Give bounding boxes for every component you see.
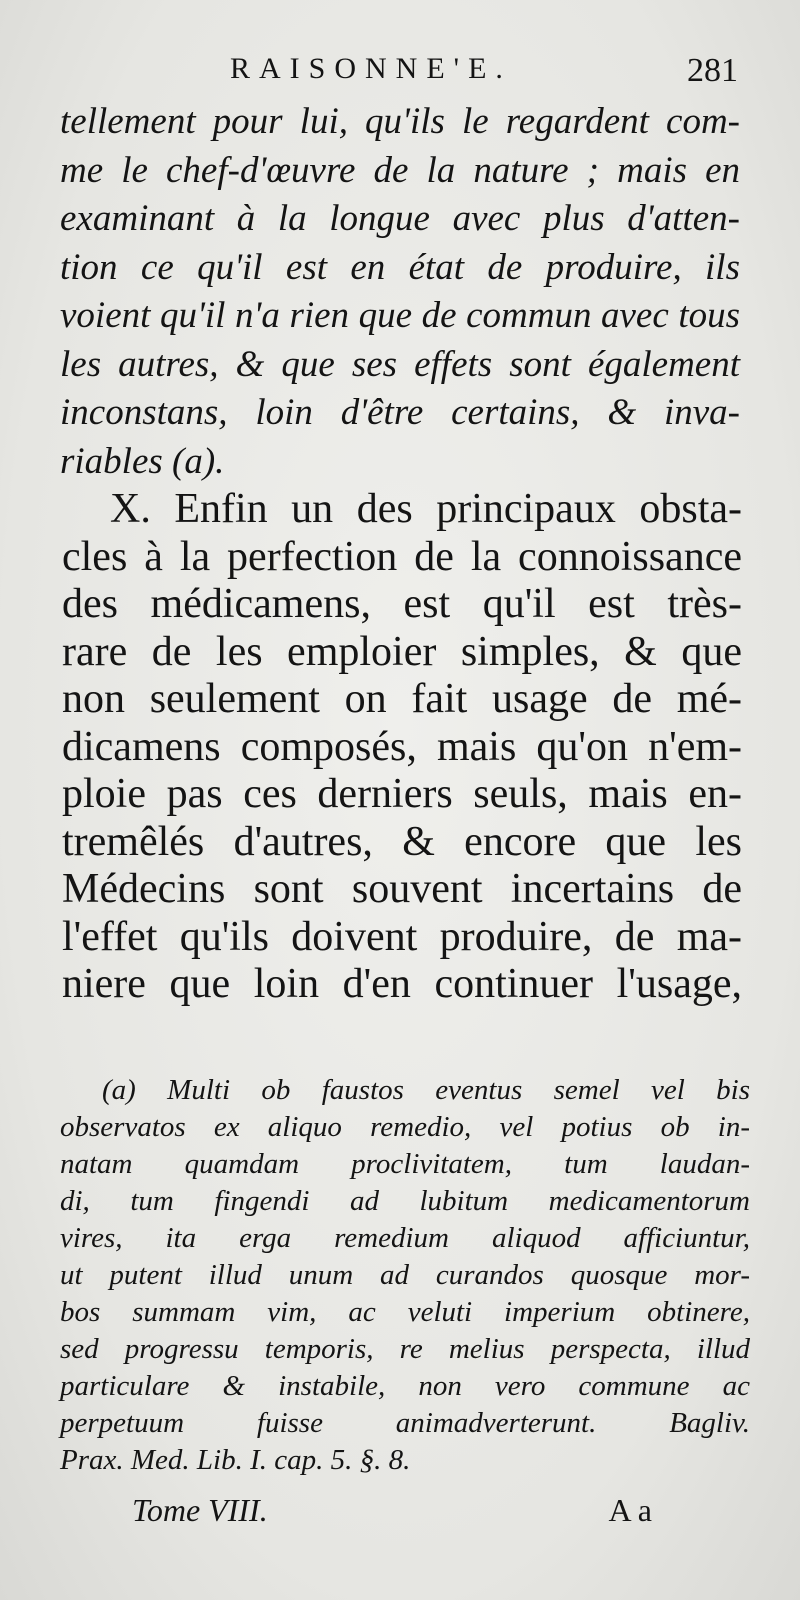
footnote-line: natam quamdam proclivitatem, tum laudan-: [60, 1148, 750, 1180]
text-line: voient qu'il n'a rien que de commun avec tous: [60, 295, 740, 336]
text-line: X. Enfin un des principaux obsta-: [110, 486, 742, 532]
italic-paragraph: [60, 98, 740, 486]
text-line: niere que loin d'en continuer l'usage,: [62, 961, 742, 1007]
page-footer: [132, 1492, 652, 1536]
footnote-line: sed progressu temporis, re melius perspecta, illud: [60, 1333, 750, 1365]
text-line: Médecins sont souvent incertains de: [62, 866, 742, 912]
text-line: tion ce qu'il est en état de produire, ils: [60, 246, 740, 288]
footnote-line: perpetuum fuisse animadverterunt. Bagliv.: [60, 1407, 750, 1439]
page-number: 281: [687, 52, 738, 89]
text-line: non seulement on fait usage de mé-: [62, 676, 742, 722]
text-line: me le chef-d'œuvre de la nature ; mais en: [60, 149, 740, 191]
footnote-line: ut putent illud unum ad curandos quosque mor-: [60, 1259, 750, 1291]
text-line: tellement pour lui, qu'ils le regardent com-: [60, 101, 740, 142]
footnote: [60, 1072, 750, 1479]
text-line: riables (a).: [60, 440, 225, 482]
text-line: cles à la perfection de la connoissance: [62, 533, 742, 580]
volume-label: Tome VIII.: [132, 1492, 268, 1528]
text-line: examinant à la longue avec plus d'atten-: [60, 198, 740, 239]
text-line: des médicamens, est qu'il est très-: [62, 581, 742, 627]
text-line: rare de les emploier simples, & que: [62, 628, 742, 675]
text-line: tremêlés d'autres, & encore que les: [62, 818, 742, 865]
text-line: l'effet qu'ils doivent produire, de ma-: [62, 913, 742, 960]
text-line: ploie pas ces derniers seuls, mais en-: [62, 771, 742, 817]
footnote-line: vires, ita erga remedium aliquod afficiuntur,: [60, 1222, 750, 1254]
footnote-line: particulare & instabile, non vero commune ac: [60, 1370, 750, 1402]
footnote-line: bos summam vim, ac veluti imperium obtinere,: [60, 1296, 750, 1328]
footnote-line: (a) Multi ob faustos eventus semel vel bis: [102, 1074, 750, 1106]
text-line: inconstans, loin d'être certains, & inva-: [60, 392, 740, 433]
page-header: [60, 52, 740, 102]
footnote-line: di, tum fingendi ad lubitum medicamentorum: [60, 1185, 750, 1217]
footnote-line: observatos ex aliquo remedio, vel potius ob in-: [60, 1111, 750, 1143]
signature-mark: A a: [608, 1492, 652, 1528]
text-line: dicamens composés, mais qu'on n'em-: [62, 723, 742, 770]
text-line: les autres, & que ses effets sont également: [60, 343, 740, 385]
running-head: RAISONNE'E.: [230, 52, 512, 85]
body-paragraph: [62, 486, 742, 1009]
footnote-line: Prax. Med. Lib. I. cap. 5. §. 8.: [60, 1444, 411, 1476]
